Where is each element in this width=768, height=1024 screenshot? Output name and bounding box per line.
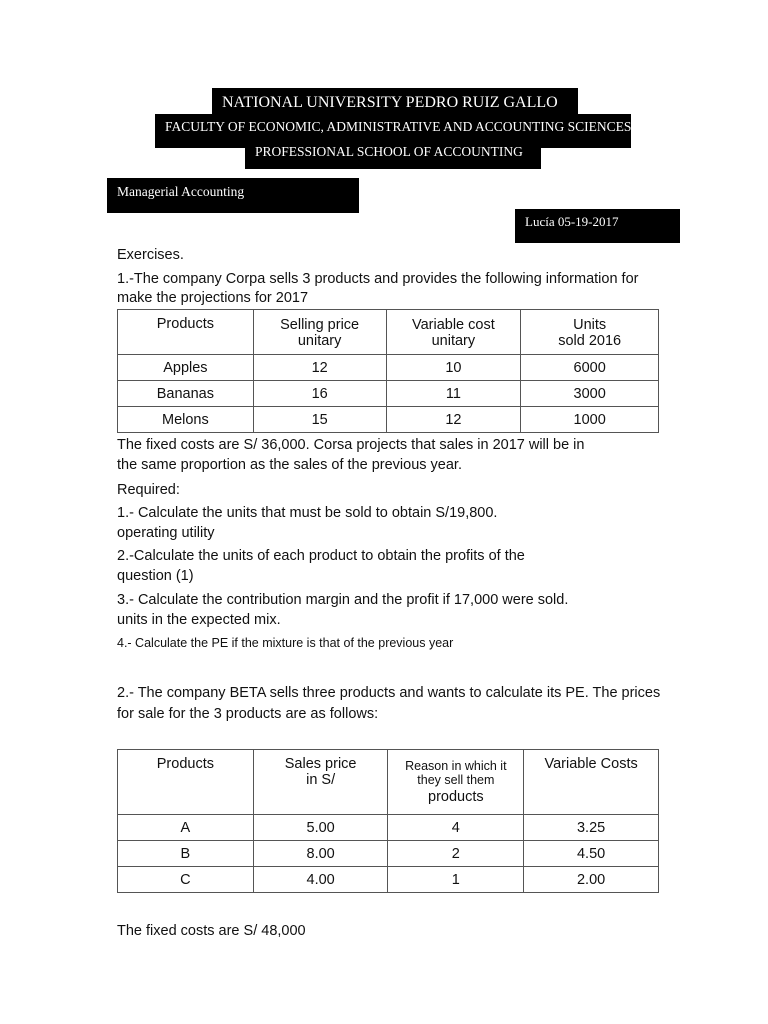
table1-cell: 1000 bbox=[521, 407, 659, 433]
table2-header-products: Products bbox=[118, 750, 254, 815]
table2-header-sales-price: Sales price in S/ bbox=[253, 750, 388, 815]
table2-cell: 3.25 bbox=[524, 815, 659, 841]
table1-cell: Apples bbox=[118, 355, 254, 381]
header-school: PROFESSIONAL SCHOOL OF ACCOUNTING bbox=[255, 144, 523, 159]
table1-cell: Melons bbox=[118, 407, 254, 433]
header-faculty: FACULTY OF ECONOMIC, ADMINISTRATIVE AND ACCOUNTING SCIENCES bbox=[165, 119, 632, 134]
table2-cell: B bbox=[118, 841, 254, 867]
table2-cell: 4 bbox=[388, 815, 524, 841]
table2-header-variable: Variable Costs bbox=[524, 750, 659, 815]
table2-cell: 2 bbox=[388, 841, 524, 867]
fixed-costs-line1: The fixed costs are S/ 36,000. Corsa projects that sales in 2017 will be in bbox=[117, 437, 585, 453]
exercises-title: Exercises. bbox=[117, 247, 184, 263]
table2-cell: 1 bbox=[388, 867, 524, 893]
table-row bbox=[118, 355, 659, 381]
question-3-line2: units in the expected mix. bbox=[117, 612, 281, 628]
question-2-line1: 2.-Calculate the units of each product to obtain the profits of the bbox=[117, 548, 525, 564]
table1-cell: 12 bbox=[386, 407, 521, 433]
required-label: Required: bbox=[117, 482, 180, 498]
ex1-line1: 1.-The company Corpa sells 3 products and provides the following information for bbox=[117, 271, 639, 287]
table1-cell: 11 bbox=[386, 381, 521, 407]
table2-cell: 4.00 bbox=[253, 867, 388, 893]
table-row bbox=[118, 841, 659, 867]
fixed-costs-2: The fixed costs are S/ 48,000 bbox=[117, 923, 306, 939]
table1-cell: 3000 bbox=[521, 381, 659, 407]
ex2-line2: for sale for the 3 products are as follows: bbox=[117, 706, 379, 722]
table-row bbox=[118, 407, 659, 433]
table1-cell: 15 bbox=[253, 407, 386, 433]
question-1-line1: 1.- Calculate the units that must be sold to obtain S/19,800. bbox=[117, 505, 498, 521]
fixed-costs-line2: the same proportion as the sales of the previous year. bbox=[117, 457, 462, 473]
products-table-2 bbox=[117, 749, 659, 893]
table1-header-products: Products bbox=[118, 310, 254, 355]
table-row bbox=[118, 381, 659, 407]
table-row bbox=[118, 815, 659, 841]
table2-header-row bbox=[118, 750, 659, 815]
question-1-line2: operating utility bbox=[117, 525, 215, 541]
table1-cell: 12 bbox=[253, 355, 386, 381]
ex2-line1: 2.- The company BETA sells three products and wants to calculate its PE. The prices bbox=[117, 685, 661, 701]
header-course: Managerial Accounting bbox=[117, 184, 245, 199]
table1-header-units: Units sold 2016 bbox=[521, 310, 659, 355]
table-row bbox=[118, 867, 659, 893]
table1-cell: 6000 bbox=[521, 355, 659, 381]
table1-header-row bbox=[118, 310, 659, 355]
products-table-1 bbox=[117, 309, 659, 433]
table1-header-selling-price: Selling price unitary bbox=[253, 310, 386, 355]
table2-cell: 2.00 bbox=[524, 867, 659, 893]
question-3-line1: 3.- Calculate the contribution margin and the profit if 17,000 were sold. bbox=[117, 592, 569, 608]
table1-cell: Bananas bbox=[118, 381, 254, 407]
table2-cell: 5.00 bbox=[253, 815, 388, 841]
table1-cell: 16 bbox=[253, 381, 386, 407]
header-university: NATIONAL UNIVERSITY PEDRO RUIZ GALLO bbox=[222, 94, 558, 111]
table2-cell: A bbox=[118, 815, 254, 841]
table1-cell: 10 bbox=[386, 355, 521, 381]
question-4: 4.- Calculate the PE if the mixture is that of the previous year bbox=[117, 636, 454, 650]
question-2-line2: question (1) bbox=[117, 568, 194, 584]
table2-cell: 8.00 bbox=[253, 841, 388, 867]
header-date: Lucía 05-19-2017 bbox=[525, 214, 619, 229]
table1-header-variable-cost: Variable cost unitary bbox=[386, 310, 521, 355]
ex1-line2: make the projections for 2017 bbox=[117, 290, 309, 306]
table2-cell: C bbox=[118, 867, 254, 893]
table2-cell: 4.50 bbox=[524, 841, 659, 867]
table2-header-reason: Reason in which it they sell them products bbox=[388, 750, 524, 815]
